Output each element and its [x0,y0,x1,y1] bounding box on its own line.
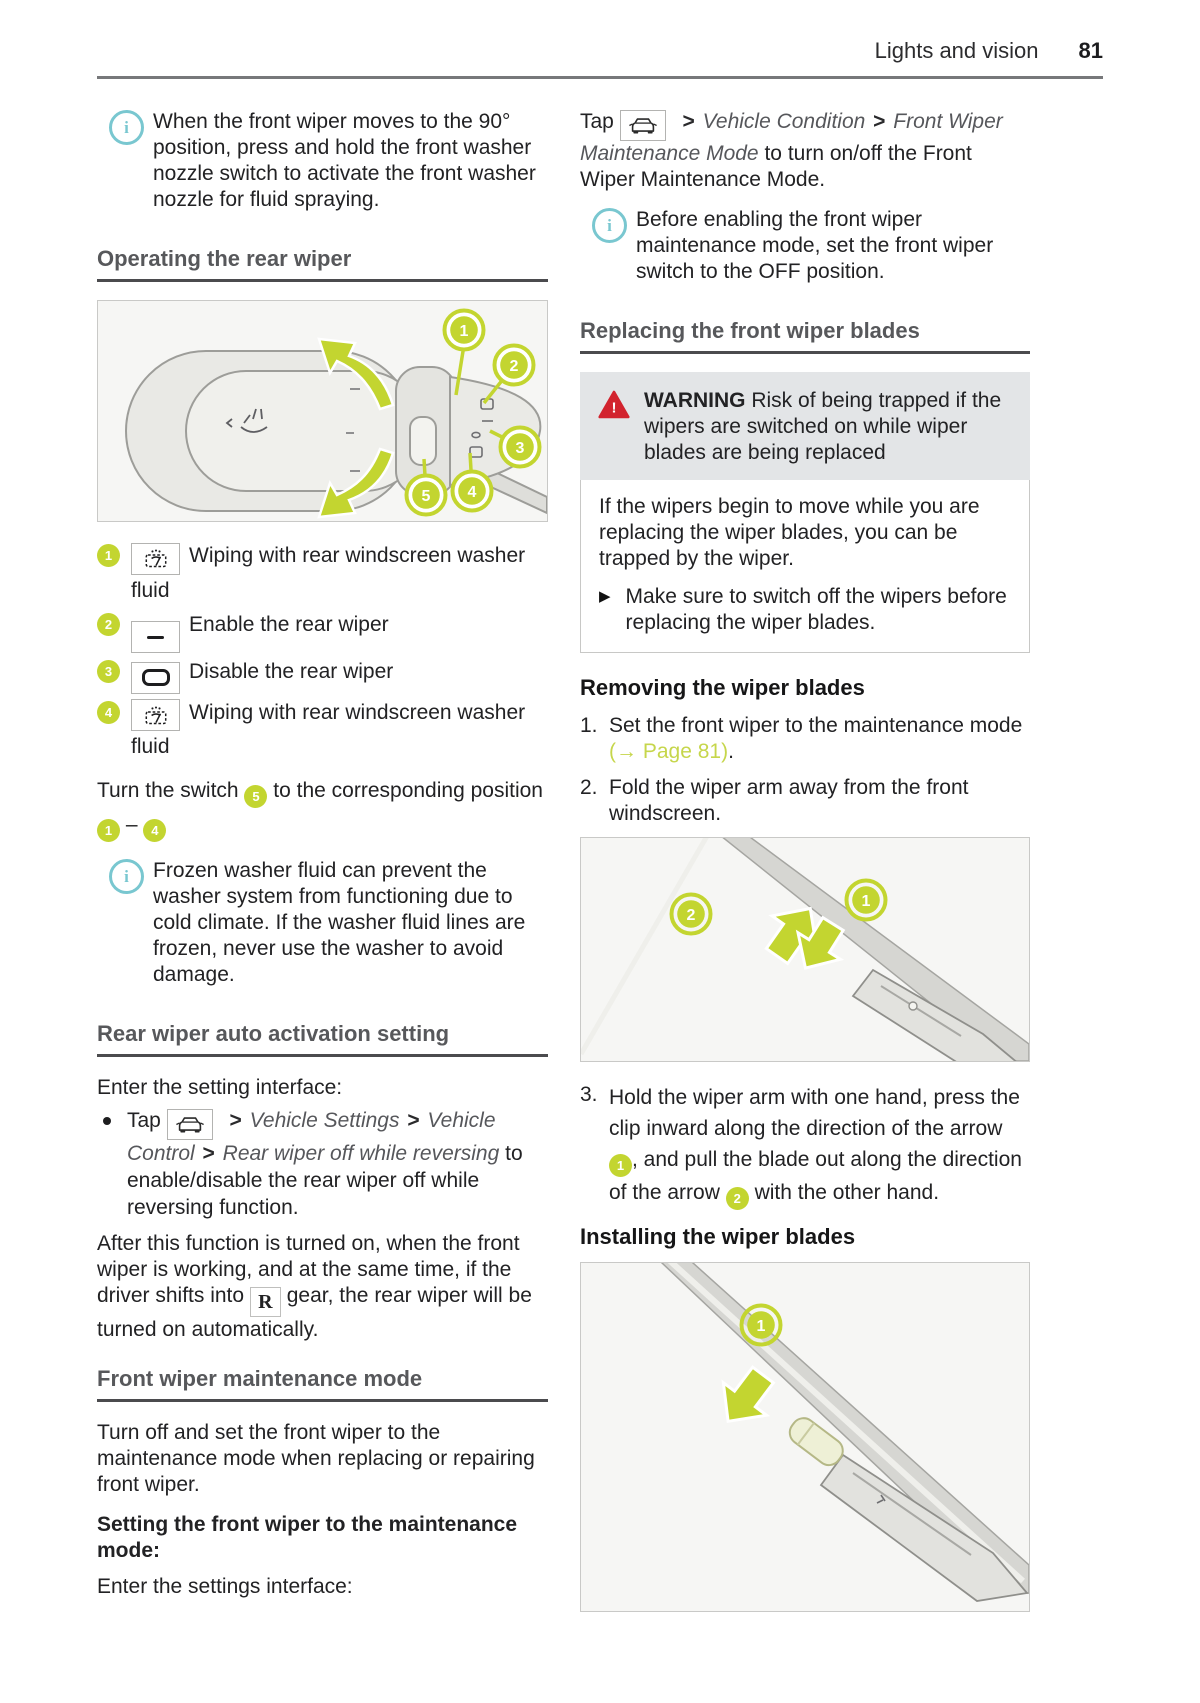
after-function-paragraph: After this function is turned on, when the front wiper is working, and at the same time, if the driver shifts into R gear, the rear wiper will be turned on automatically. [97,1232,532,1341]
note-before-enabling [592,207,1030,295]
step-3: 3. Hold the wiper arm with one hand, press the clip inward along the direction of the arrow 1 , and pull the blade out along the direction of the arrow 2 with the other hand. [580,1082,1030,1210]
legend-item-4 [97,697,548,763]
page-header [0,0,1200,76]
svg-text:4: 4 [467,484,477,501]
bullet-dot [103,1117,111,1125]
ref-circle-1: 1 [609,1154,632,1177]
wiper-arm [701,838,1029,1061]
section-rear-wiper-auto: Rear wiper auto activation setting [97,1022,548,1057]
reverse-gear-badge: R [250,1287,281,1317]
car-icon[interactable] [167,1109,213,1140]
wiper-stalk-illustration [98,301,547,521]
chevron-icon: > [202,1142,215,1165]
ref-circle-4: 4 [143,819,166,842]
section-operating-rear-wiper: Operating the rear wiper [97,247,548,282]
legend-item-1 [97,540,548,606]
callout-2 [672,895,711,934]
step-1: 1. Set the front wiper to the maintenance mode (→ Page 81). [580,714,1023,763]
warning-triangle-icon [598,390,630,466]
chevron-icon: > [229,1109,242,1132]
section-front-wiper-maintenance: Front wiper maintenance mode [97,1367,548,1402]
info-icon: i [109,110,144,145]
chevron-icon: > [873,110,886,133]
callout-1 [742,1306,781,1345]
svg-text:!: ! [611,399,617,417]
note-washer-nozzle-text: When the front wiper moves to the 90° position, press and hold the front washer nozzle switch to activate the front washer nozzle for fluid spraying. [153,110,536,211]
subheading-installing-blades: Installing the wiper blades [580,1224,856,1249]
tap-condition-paragraph: Tap > Vehicle Condition > Front Wiper Maintenance Mode to turn on/off the Front Wiper Maintenance Mode. [580,110,1003,191]
setting-maintenance-heading: Setting the front wiper to the maintenance mode: [97,1513,518,1562]
svg-text:2: 2 [509,358,519,375]
warning-action [599,584,1011,636]
page-number: 81 [1078,38,1103,63]
warning-label: WARNING [644,389,746,412]
subheading-removing-blades: Removing the wiper blades [580,675,865,700]
right-column [580,109,1030,1612]
menu-path-vehicle-control[interactable]: Vehicle Control [127,1109,496,1165]
svg-text:3: 3 [515,440,525,457]
turn-switch-paragraph: Turn the switch 5 to the corresponding position 1 – 4 [97,774,548,842]
legend-label-1: Wiping with rear windscreen washer fluid [131,544,526,602]
legend-num-2: 2 [97,613,120,636]
legend-num-1: 1 [97,544,120,567]
enter-setting-line: Enter the setting interface: [97,1076,343,1099]
warning-box [580,372,1030,653]
menu-path-rear-wiper-off[interactable]: Rear wiper off while reversing [222,1142,500,1165]
ref-circle-2: 2 [726,1187,749,1210]
warning-headline-text: Risk of being trapped if the wipers are switched on while wiper blades are being replaced [644,389,1002,464]
menu-path-vehicle-condition[interactable]: Vehicle Condition [702,110,866,133]
turn-off-paragraph: Turn off and set the front wiper to the maintenance mode when replacing or repairing front wiper. [97,1421,535,1496]
dash-icon [131,621,180,653]
info-icon: i [109,859,144,894]
legend-num-3: 3 [97,660,120,683]
header-title: Lights and vision [874,38,1039,63]
menu-path-vehicle-settings[interactable]: Vehicle Settings [249,1109,400,1132]
section-replacing-front-blades: Replacing the front wiper blades [580,319,1030,354]
stalk-lever [410,417,436,465]
step-2: 2. Fold the wiper arm away from the front windscreen. [580,776,969,825]
stalk-inner-body [186,371,424,491]
warning-action-text: Make sure to switch off the wipers before replacing the wiper blades. [625,585,1007,634]
removing-blade-illustration [581,838,1029,1061]
info-icon: i [592,208,627,243]
legend-label-2: Enable the rear wiper [189,612,389,636]
svg-text:1: 1 [756,1318,766,1335]
action-arrow-icon: ▶ [599,588,611,605]
figure-legend [97,540,548,762]
installing-blade-illustration [581,1263,1029,1611]
warning-body [580,480,1030,653]
insert-direction-arrow-icon [707,1359,785,1438]
figure-installing-blade [580,1262,1030,1612]
svg-text:1: 1 [861,893,871,910]
note-frozen-fluid-text: Frozen washer fluid can prevent the washer system from functioning due to cold climate. If the washer fluid lines are frozen, never use the washer to avoid damage. [153,859,526,986]
legend-label-4: Wiping with rear windscreen washer fluid [131,700,526,758]
warning-header [580,372,1030,480]
svg-text:5: 5 [421,488,431,505]
legend-num-4: 4 [97,701,120,724]
svg-text:2: 2 [686,907,696,924]
page-81-link[interactable]: (→ Page 81) [609,740,729,763]
legend-item-3 [97,656,548,694]
ref-circle-5: 5 [244,785,267,808]
legend-item-2 [97,609,548,654]
legend-label-3: Disable the rear wiper [189,660,394,683]
rear-wiper-wash-icon [131,699,180,731]
note-before-enabling-text: Before enabling the front wiper maintenance mode, set the front wiper switch to the OFF position. [636,208,994,283]
note-frozen-fluid [109,858,548,998]
chevron-icon: > [407,1109,420,1132]
warning-body-text: If the wipers begin to move while you are replacing the wiper blades, you can be trapped by the wiper. [599,495,980,570]
figure-removing-blade [580,837,1030,1062]
ref-circle-1: 1 [97,819,120,842]
note-washer-nozzle [109,109,548,223]
figure3-callouts [742,1306,781,1345]
rear-wiper-wash-icon [131,543,180,575]
figure-wiper-stalk [97,300,548,522]
blade-clip-dot [909,1002,917,1010]
svg-text:1: 1 [459,323,469,340]
two-column-layout [0,79,1200,1612]
wiper-arm-highlight [581,838,714,1054]
enter-settings-line: Enter the settings interface: [97,1575,353,1598]
car-icon[interactable] [620,110,666,141]
left-column [97,109,548,1612]
chevron-icon: > [682,110,695,133]
menu-path-front-wiper-maintenance[interactable]: Front Wiper Maintenance Mode [580,110,1003,165]
oval-icon [131,662,180,694]
tap-settings-bullet: Tap > Vehicle Settings > Vehicle Control > Rear wiper off while reversing to enable/disable the rear wiper off while reversing function. [97,1107,548,1221]
callout-1 [847,881,886,920]
